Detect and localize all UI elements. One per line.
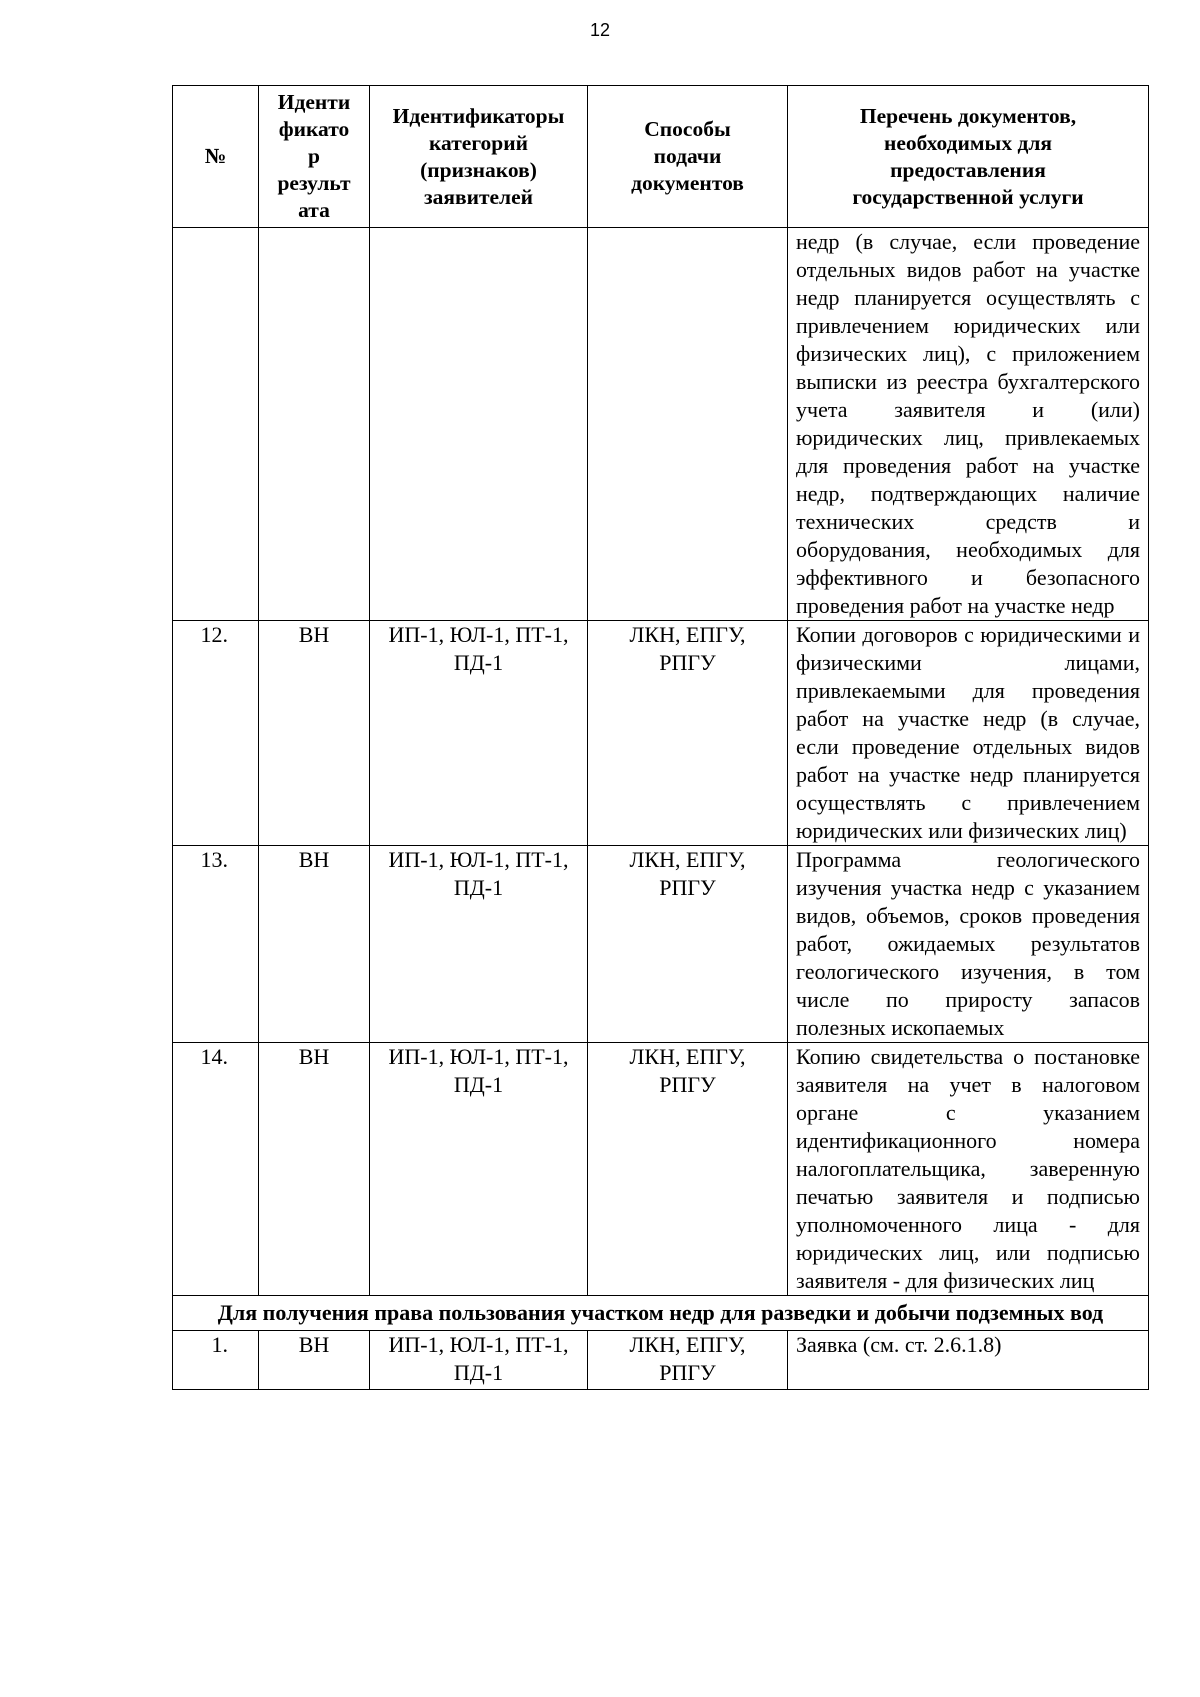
row-result-id: ВН bbox=[259, 1043, 370, 1296]
page-number: 12 bbox=[589, 20, 611, 40]
row-categories: ИП-1, ЮЛ-1, ПТ-1, ПД-1 bbox=[370, 621, 588, 846]
docs-cell: недр (в случае, если проведение отдельных видов работ на участке недр планируется осуществлять с привлечением юридических или физических лиц), с приложением выписки из реестра бухгалтерского учета заявителя и (или) юридических лиц, привлекаемых для проведения работ на участке недр, подтверждающих наличие технических средств и оборудования, необходимых для эффективного и безопасного проведения работ на участке недр bbox=[788, 228, 1149, 621]
row-num: 1. bbox=[173, 1331, 259, 1390]
table-row bbox=[173, 846, 1149, 1043]
row-methods: ЛКН, ЕПГУ, РПГУ bbox=[588, 1331, 788, 1390]
table-row bbox=[173, 1043, 1149, 1296]
header-docs: Перечень документов, необходимых для предоставления государственной услуги bbox=[788, 86, 1149, 228]
table-header-row bbox=[173, 86, 1149, 228]
section-title: Для получения права пользования участком недр для разведки и добычи подземных вод bbox=[173, 1296, 1149, 1331]
documents-table bbox=[172, 85, 1149, 1390]
docs-cell: Копии договоров с юридическими и физическими лицами, привлекаемыми для проведения работ на участке недр (в случае, если проведение отдельных видов работ на участке недр планируется осуществлять с привлечением юридических или физических лиц) bbox=[788, 621, 1149, 846]
row-num: 13. bbox=[173, 846, 259, 1043]
header-methods: Способы подачи документов bbox=[588, 86, 788, 228]
row-categories: ИП-1, ЮЛ-1, ПТ-1, ПД-1 bbox=[370, 1331, 588, 1390]
row-result-id: ВН bbox=[259, 846, 370, 1043]
table-row-continuation bbox=[173, 228, 1149, 621]
header-num: № bbox=[173, 86, 259, 228]
row-methods: ЛКН, ЕПГУ, РПГУ bbox=[588, 846, 788, 1043]
table-row bbox=[173, 1331, 1149, 1390]
docs-cell: Заявка (см. ст. 2.6.1.8) bbox=[788, 1331, 1149, 1390]
header-categories: Идентификаторы категорий (признаков) заявителей bbox=[370, 86, 588, 228]
header-result-id: Иденти фикато р результ ата bbox=[259, 86, 370, 228]
row-num: 12. bbox=[173, 621, 259, 846]
row-result-id: ВН bbox=[259, 621, 370, 846]
row-categories: ИП-1, ЮЛ-1, ПТ-1, ПД-1 bbox=[370, 1043, 588, 1296]
docs-cell: Программа геологического изучения участка недр с указанием видов, объемов, сроков проведения работ, ожидаемых результатов геологического изучения, в том числе по приросту запасов полезных ископаемых bbox=[788, 846, 1149, 1043]
row-result-id: ВН bbox=[259, 1331, 370, 1390]
row-categories: ИП-1, ЮЛ-1, ПТ-1, ПД-1 bbox=[370, 846, 588, 1043]
docs-cell: Копию свидетельства о постановке заявителя на учет в налоговом органе с указанием идентификационного номера налогоплательщика, заверенную печатью заявителя и подписью уполномоченного лица - для юридических лиц, или подписью заявителя - для физических лиц bbox=[788, 1043, 1149, 1296]
row-methods: ЛКН, ЕПГУ, РПГУ bbox=[588, 1043, 788, 1296]
row-num: 14. bbox=[173, 1043, 259, 1296]
section-header-row bbox=[173, 1296, 1149, 1331]
row-methods: ЛКН, ЕПГУ, РПГУ bbox=[588, 621, 788, 846]
table-row bbox=[173, 621, 1149, 846]
